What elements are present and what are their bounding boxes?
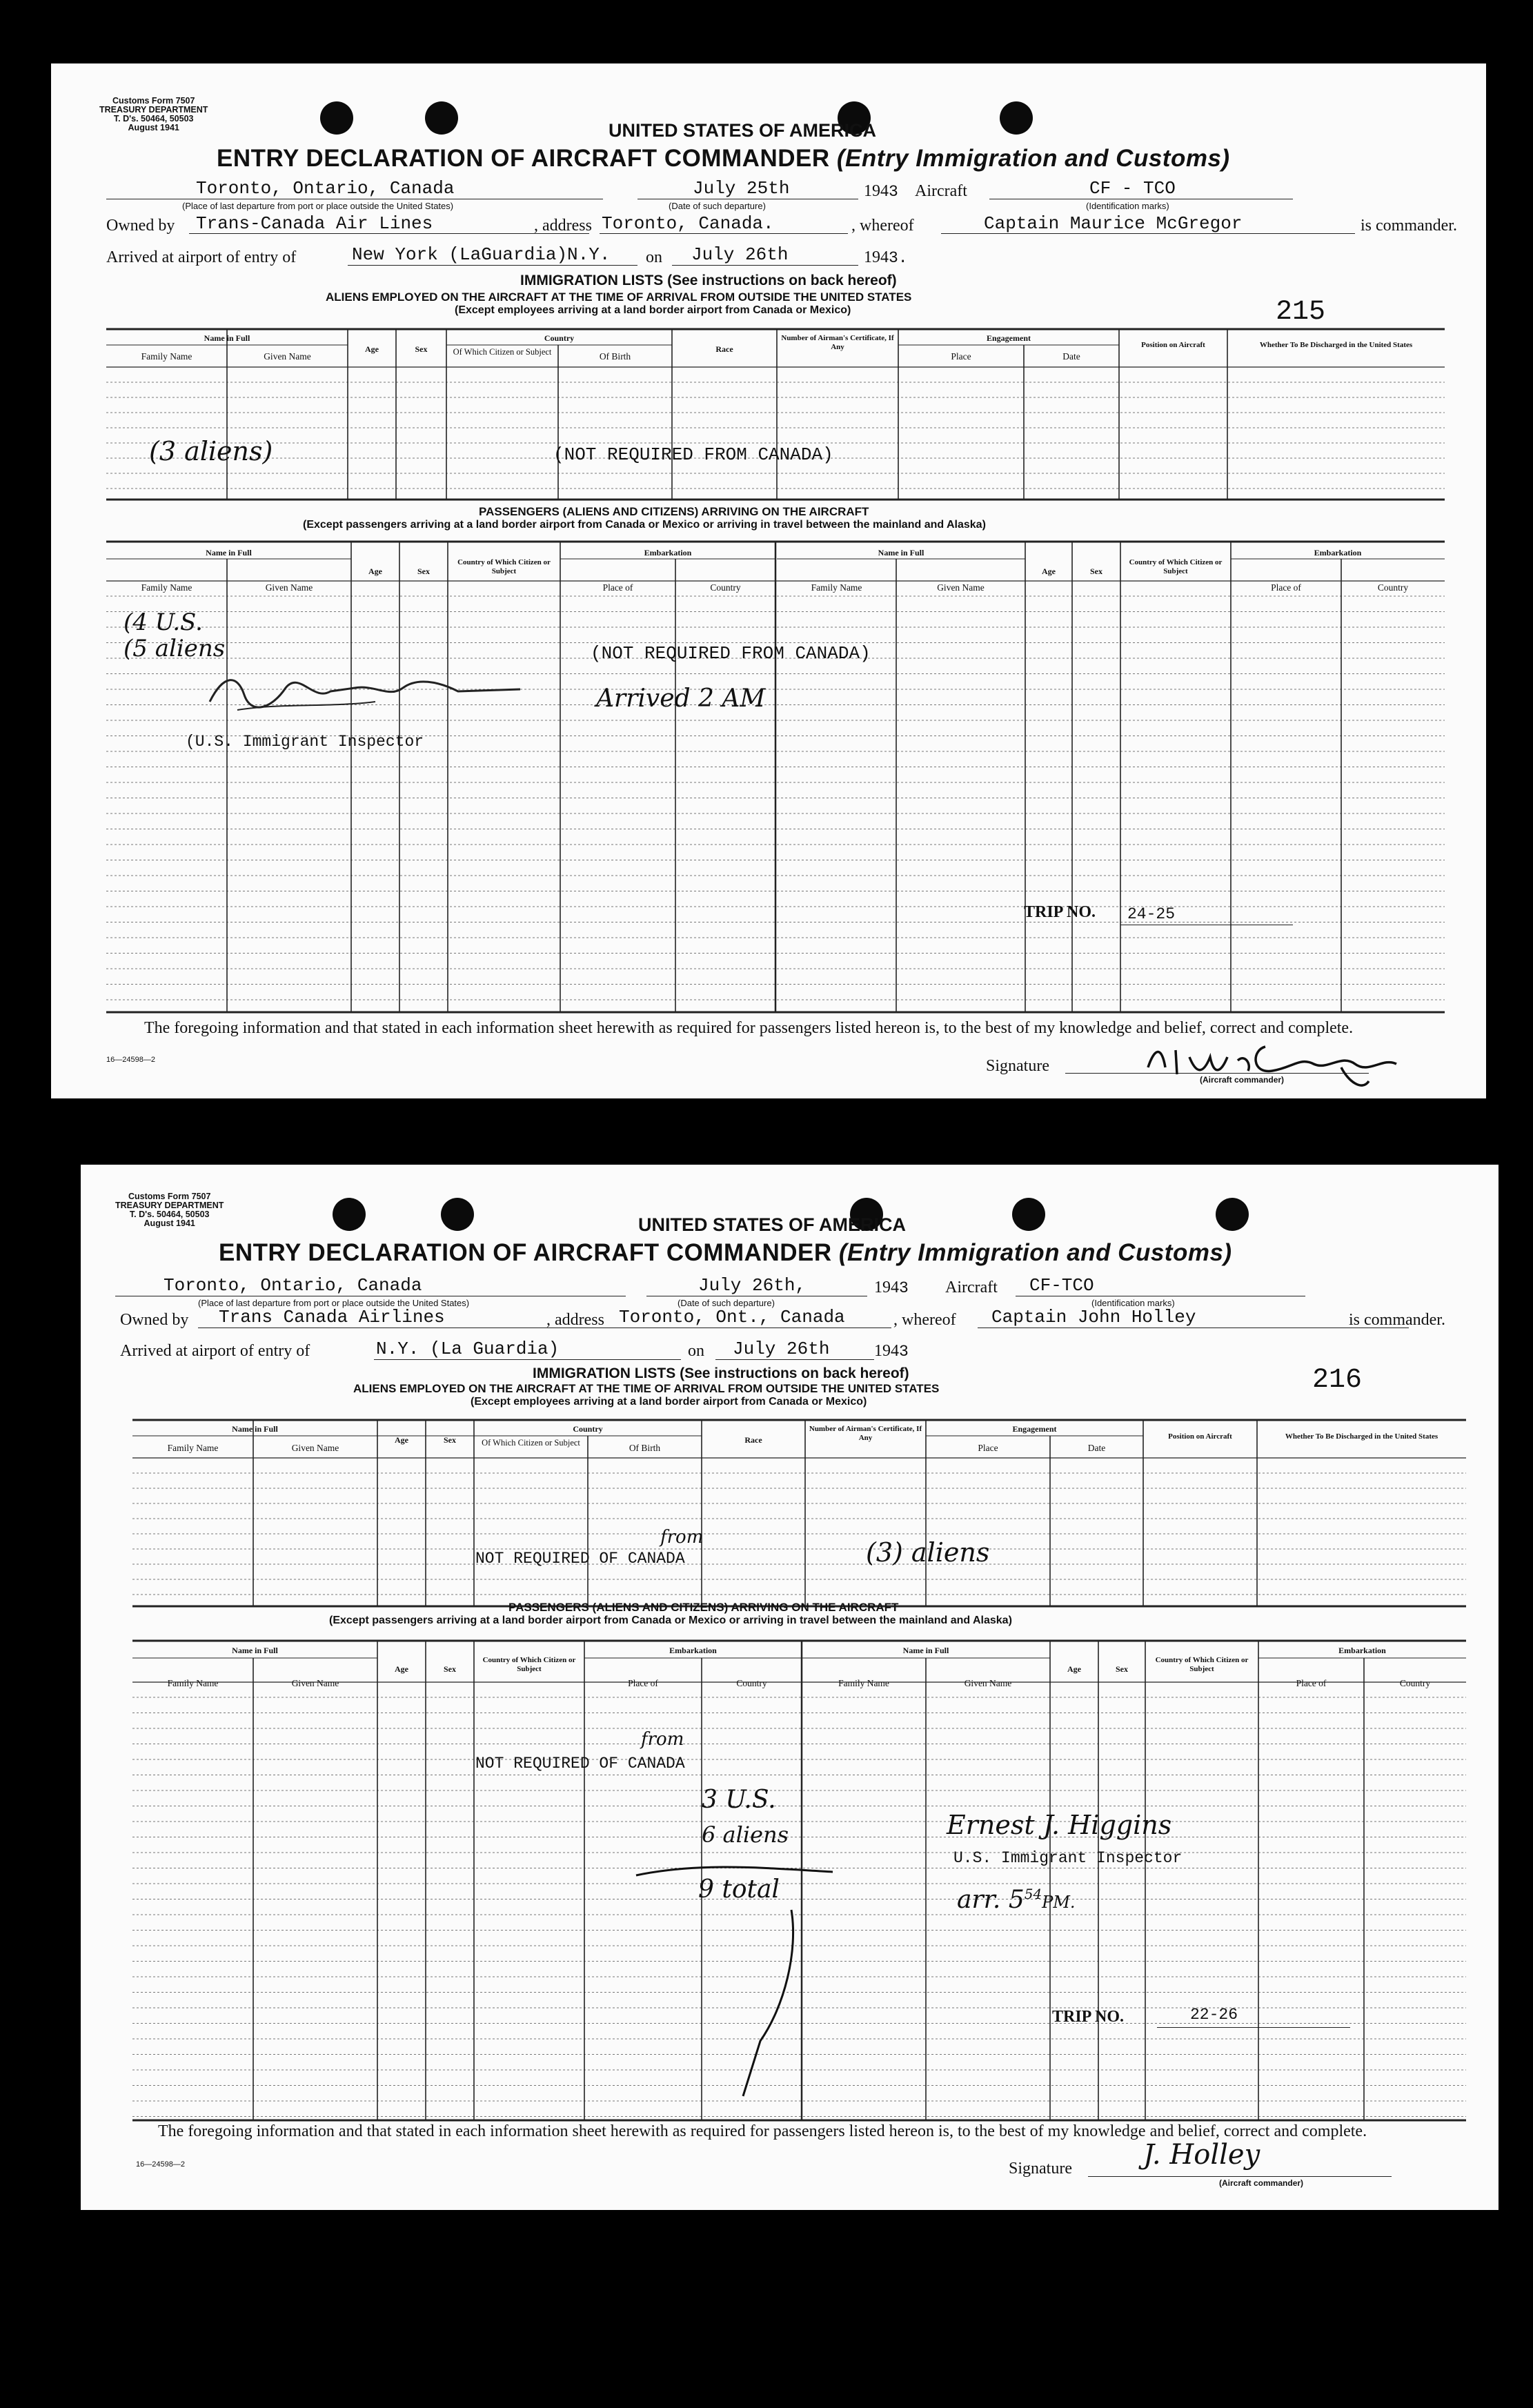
pass-header-country-left: Country of Which Citizen or Subject (457, 558, 551, 575)
commander-name: Captain Maurice McGregor (984, 213, 1243, 234)
crew-header-position: Position on Aircraft (1168, 1432, 1232, 1441)
pass-header-countryemb-left: Country (710, 582, 741, 593)
handwritten-strokes-form-2 (633, 1848, 840, 2110)
inspector-signature-form-1 (196, 667, 527, 716)
form-title: ENTRY DECLARATION OF AIRCRAFT COMMANDER (Entry Immigration and Customs) (217, 145, 1230, 172)
entry-declaration-form-216 (81, 1165, 1499, 2210)
crew-header-date: Date (1062, 351, 1080, 362)
pass-header-placeof-left: Place of (628, 1678, 658, 1688)
arrived-label: Arrived at airport of entry of (106, 248, 297, 266)
crew-header-position: Position on Aircraft (1141, 341, 1205, 349)
on-label: on (688, 1342, 704, 1360)
certification-text-form-2: The foregoing information and that stated in each information sheet herewith as required for passengers listed hereon is, to the best of my knowledge and belief, correct and complete. (158, 2122, 1367, 2140)
aircraft-label: Aircraft (945, 1279, 998, 1296)
pass-header-name-right: Name in Full (878, 548, 924, 557)
pass-header-given-left: Given Name (291, 1678, 339, 1688)
pass-header-age-right: Age (1067, 1664, 1081, 1674)
crew-header-family-name: Family Name (141, 351, 192, 362)
pass-header-given-right: Given Name (964, 1678, 1012, 1688)
aliens-employed-subheading: (Except employees arriving at a land border airport from Canada or Mexico) (471, 1396, 867, 1408)
aircraft-caption: (Identification marks) (1086, 201, 1169, 211)
pass-aliens-count-note: 6 aliens (702, 1822, 789, 1848)
entry-declaration-form-215 (51, 63, 1486, 1098)
crew-header-birth: Of Birth (629, 1443, 661, 1453)
crew-not-required-note: NOT REQUIRED OF CANADA (475, 1550, 685, 1568)
departure-year: 1943 (874, 1279, 909, 1297)
pass-header-country-right: Country of Which Citizen or Subject (1155, 1656, 1249, 1673)
form-code-form-2: 16—24598—2 (136, 2160, 185, 2169)
pass-header-sex-right: Sex (1116, 1664, 1128, 1674)
certification-text-form-1: The foregoing information and that stated in each information sheet herewith as required for passengers listed hereon is, to the best of my knowledge and belief, correct and complete. (144, 1019, 1354, 1037)
departure-date-caption: (Date of such departure) (669, 201, 766, 211)
passengers-heading: PASSENGERS (ALIENS AND CITIZENS) ARRIVING ON THE AIRCRAFT (508, 1601, 899, 1614)
immigration-lists-heading: IMMIGRATION LISTS (See instructions on back hereof) (520, 273, 897, 288)
is-commander-label: is commander. (1349, 1311, 1445, 1329)
pass-header-family-left: Family Name (141, 582, 192, 593)
pass-header-placeof-right: Place of (1271, 582, 1301, 593)
inspector-title-form-1: (U.S. Immigrant Inspector (186, 733, 424, 751)
pass-header-placeof-left: Place of (602, 582, 633, 593)
pass-header-name-left: Name in Full (232, 1646, 278, 1655)
crew-header-race: Race (715, 344, 733, 354)
crew-header-given-name: Given Name (291, 1443, 339, 1453)
pass-header-given-right: Given Name (937, 582, 985, 593)
form-number-block: Customs Form 7507 TREASURY DEPARTMENT T. D's. 50464, 50503 August 1941 (115, 1192, 224, 1228)
trip-no-label-form-2: TRIP NO. (1052, 2008, 1125, 2026)
departure-date: July 25th (693, 178, 790, 199)
arrival-time-note: arr. $5^{54}PM$. (957, 1886, 1076, 1914)
arrived-label: Arrived at airport of entry of (120, 1342, 310, 1360)
address-label: , address (534, 217, 592, 235)
departure-place-caption: (Place of last departure from port or place outside the United States) (198, 1298, 470, 1308)
crew-header-discharged: Whether To Be Discharged in the United States (1259, 341, 1413, 349)
pass-header-sex-left: Sex (444, 1664, 456, 1674)
pass-header-embarkation-left: Embarkation (644, 548, 692, 557)
crew-header-name: Name in Full (204, 333, 250, 343)
form-number-block: Customs Form 7507 TREASURY DEPARTMENT T. D's. 50464, 50503 August 1941 (99, 96, 208, 132)
whereof-label: , whereof (851, 217, 914, 235)
aliens-employed-heading: ALIENS EMPLOYED ON THE AIRCRAFT AT THE TIME OF ARRIVAL FROM OUTSIDE THE UNITED STATES (326, 290, 912, 304)
owner-address: Toronto, Ont., Canada (619, 1307, 845, 1328)
crew-header-age: Age (395, 1435, 408, 1445)
arrival-year: 1943. (864, 248, 908, 267)
arrival-date: July 26th (691, 244, 789, 265)
crew-from-insert: from (660, 1527, 704, 1548)
on-label: on (646, 248, 662, 266)
crew-header-race: Race (744, 1435, 762, 1445)
pass-arrival-note: Arrived 2 AM (596, 684, 766, 713)
country-heading: UNITED STATES OF AMERICA (609, 120, 876, 141)
form-code-form-1: 16—24598—2 (106, 1056, 155, 1064)
commander-name: Captain John Holley (991, 1307, 1196, 1328)
crew-header-citizen: Of Which Citizen or Subject (482, 1438, 580, 1448)
aliens-employed-heading: ALIENS EMPLOYED ON THE AIRCRAFT AT THE TIME OF ARRIVAL FROM OUTSIDE THE UNITED STATES (353, 1382, 940, 1395)
crew-header-place: Place (951, 351, 971, 362)
pass-header-family-left: Family Name (167, 1678, 219, 1688)
commander-signature-form-1 (1134, 1026, 1465, 1095)
inspector-title-form-2: U.S. Immigrant Inspector (953, 1849, 1183, 1867)
aircraft-label: Aircraft (915, 182, 967, 200)
crew-header-discharged: Whether To Be Discharged in the United States (1285, 1432, 1438, 1441)
signature-label-form-2: Signature (1009, 2160, 1072, 2178)
passengers-subheading: (Except passengers arriving at a land border airport from Canada or Mexico or arriving in travel between the mainland and Alaska) (329, 1615, 1012, 1626)
pass-header-country-right: Country of Which Citizen or Subject (1129, 558, 1223, 575)
crew-header-citizen: Of Which Citizen or Subject (453, 347, 552, 357)
pass-header-family-right: Family Name (838, 1678, 889, 1688)
pass-header-embarkation-left: Embarkation (669, 1646, 717, 1655)
pass-header-countryemb-right: Country (1399, 1678, 1431, 1688)
owner-name: Trans Canada Airlines (219, 1307, 445, 1328)
aliens-employed-subheading: (Except employees arriving at a land border airport from Canada or Mexico) (455, 304, 851, 316)
owner-address: Toronto, Canada. (602, 213, 774, 234)
arrival-year: 1943 (874, 1342, 909, 1361)
pass-header-country-left: Country of Which Citizen or Subject (482, 1656, 576, 1673)
pass-from-insert: from (641, 1729, 684, 1750)
country-heading: UNITED STATES OF AMERICA (638, 1214, 906, 1235)
trip-no-label-form-1: TRIP NO. (1024, 903, 1096, 921)
pass-aliens-count-note: (5 aliens (123, 635, 226, 662)
owned-by-label: Owned by (106, 217, 175, 235)
airport-of-entry: New York (LaGuardia)N.Y. (352, 244, 611, 265)
pass-header-age-left: Age (395, 1664, 408, 1674)
crew-header-place: Place (978, 1443, 998, 1453)
passengers-heading: PASSENGERS (ALIENS AND CITIZENS) ARRIVING ON THE AIRCRAFT (479, 505, 869, 518)
pass-header-embarkation-right: Embarkation (1338, 1646, 1386, 1655)
crew-header-airman-cert: Number of Airman's Certificate, If Any (781, 334, 894, 351)
departure-place: Toronto, Ontario, Canada (196, 178, 455, 199)
trip-no-form-1: 24-25 (1127, 905, 1176, 923)
owner-name: Trans-Canada Air Lines (196, 213, 433, 234)
departure-date: July 26th, (698, 1275, 807, 1296)
departure-date-caption: (Date of such departure) (678, 1298, 775, 1308)
pass-header-family-right: Family Name (811, 582, 862, 593)
arrival-date: July 26th (733, 1339, 830, 1359)
pass-header-name-left: Name in Full (206, 548, 252, 557)
pass-header-sex-right: Sex (1090, 566, 1102, 576)
whereof-label: , whereof (893, 1311, 956, 1329)
pass-header-given-left: Given Name (265, 582, 313, 593)
crew-header-name: Name in Full (232, 1424, 278, 1434)
inspector-signature-form-2: Ernest J. Higgins (947, 1810, 1172, 1840)
crew-header-sex: Sex (415, 344, 428, 354)
form-1-grid (51, 63, 1486, 1098)
crew-header-given-name: Given Name (264, 351, 311, 362)
departure-place: Toronto, Ontario, Canada (164, 1275, 422, 1296)
sheet-number: 216 (1312, 1365, 1363, 1396)
crew-header-birth: Of Birth (599, 351, 631, 362)
form-title: ENTRY DECLARATION OF AIRCRAFT COMMANDER (Entry Immigration and Customs) (219, 1239, 1232, 1266)
signature-caption-form-1: (Aircraft commander) (1200, 1075, 1285, 1085)
aircraft-caption: (Identification marks) (1091, 1298, 1175, 1308)
owned-by-label: Owned by (120, 1311, 189, 1329)
crew-header-sex: Sex (444, 1435, 456, 1445)
trip-no-form-2: 22-26 (1190, 2006, 1238, 2024)
address-label: , address (546, 1311, 604, 1329)
pass-us-count-note: 3 U.S. (702, 1786, 776, 1814)
crew-header-engagement: Engagement (1012, 1424, 1057, 1434)
pass-header-sex-left: Sex (417, 566, 430, 576)
pass-not-required-note: (NOT REQUIRED FROM CANADA) (591, 643, 871, 664)
crew-header-country: Country (573, 1424, 603, 1434)
departure-year: 1943 (864, 182, 898, 201)
crew-aliens-note: (3 aliens) (149, 436, 273, 466)
pass-header-countryemb-right: Country (1377, 582, 1409, 593)
pass-header-name-right: Name in Full (902, 1646, 949, 1655)
passengers-subheading: (Except passengers arriving at a land border airport from Canada or Mexico or arriving in travel between the mainland and Alaska) (303, 519, 986, 531)
is-commander-label: is commander. (1361, 217, 1457, 235)
pass-header-countryemb-left: Country (736, 1678, 767, 1688)
crew-header-airman-cert: Number of Airman's Certificate, If Any (809, 1425, 922, 1442)
immigration-lists-heading: IMMIGRATION LISTS (See instructions on back hereof) (533, 1365, 909, 1381)
commander-signature-form-2: J. Holley (1143, 2139, 1260, 2171)
crew-header-family-name: Family Name (167, 1443, 219, 1453)
departure-place-caption: (Place of last departure from port or place outside the United States) (182, 201, 454, 211)
crew-header-engagement: Engagement (987, 333, 1031, 343)
aircraft-marks: CF-TCO (1029, 1275, 1094, 1296)
aircraft-marks: CF - TCO (1089, 178, 1176, 199)
crew-header-date: Date (1087, 1443, 1106, 1453)
crew-header-country: Country (544, 333, 575, 343)
pass-header-placeof-right: Place of (1296, 1678, 1327, 1688)
crew-not-required-note: (NOT REQUIRED FROM CANADA) (553, 444, 833, 465)
pass-header-age-left: Age (368, 566, 382, 576)
signature-caption-form-2: (Aircraft commander) (1219, 2178, 1304, 2188)
signature-label-form-1: Signature (986, 1057, 1049, 1075)
crew-aliens-note: (3) aliens (866, 1537, 990, 1568)
pass-total-note: 9 total (698, 1875, 780, 1904)
pass-header-age-right: Age (1042, 566, 1056, 576)
sheet-number: 215 (1276, 297, 1326, 328)
pass-not-required-note: NOT REQUIRED OF CANADA (475, 1755, 685, 1773)
pass-header-embarkation-right: Embarkation (1314, 548, 1362, 557)
crew-header-age: Age (365, 344, 379, 354)
pass-us-count-note: (4 U.S. (123, 609, 203, 636)
airport-of-entry: N.Y. (La Guardia) (376, 1339, 560, 1359)
